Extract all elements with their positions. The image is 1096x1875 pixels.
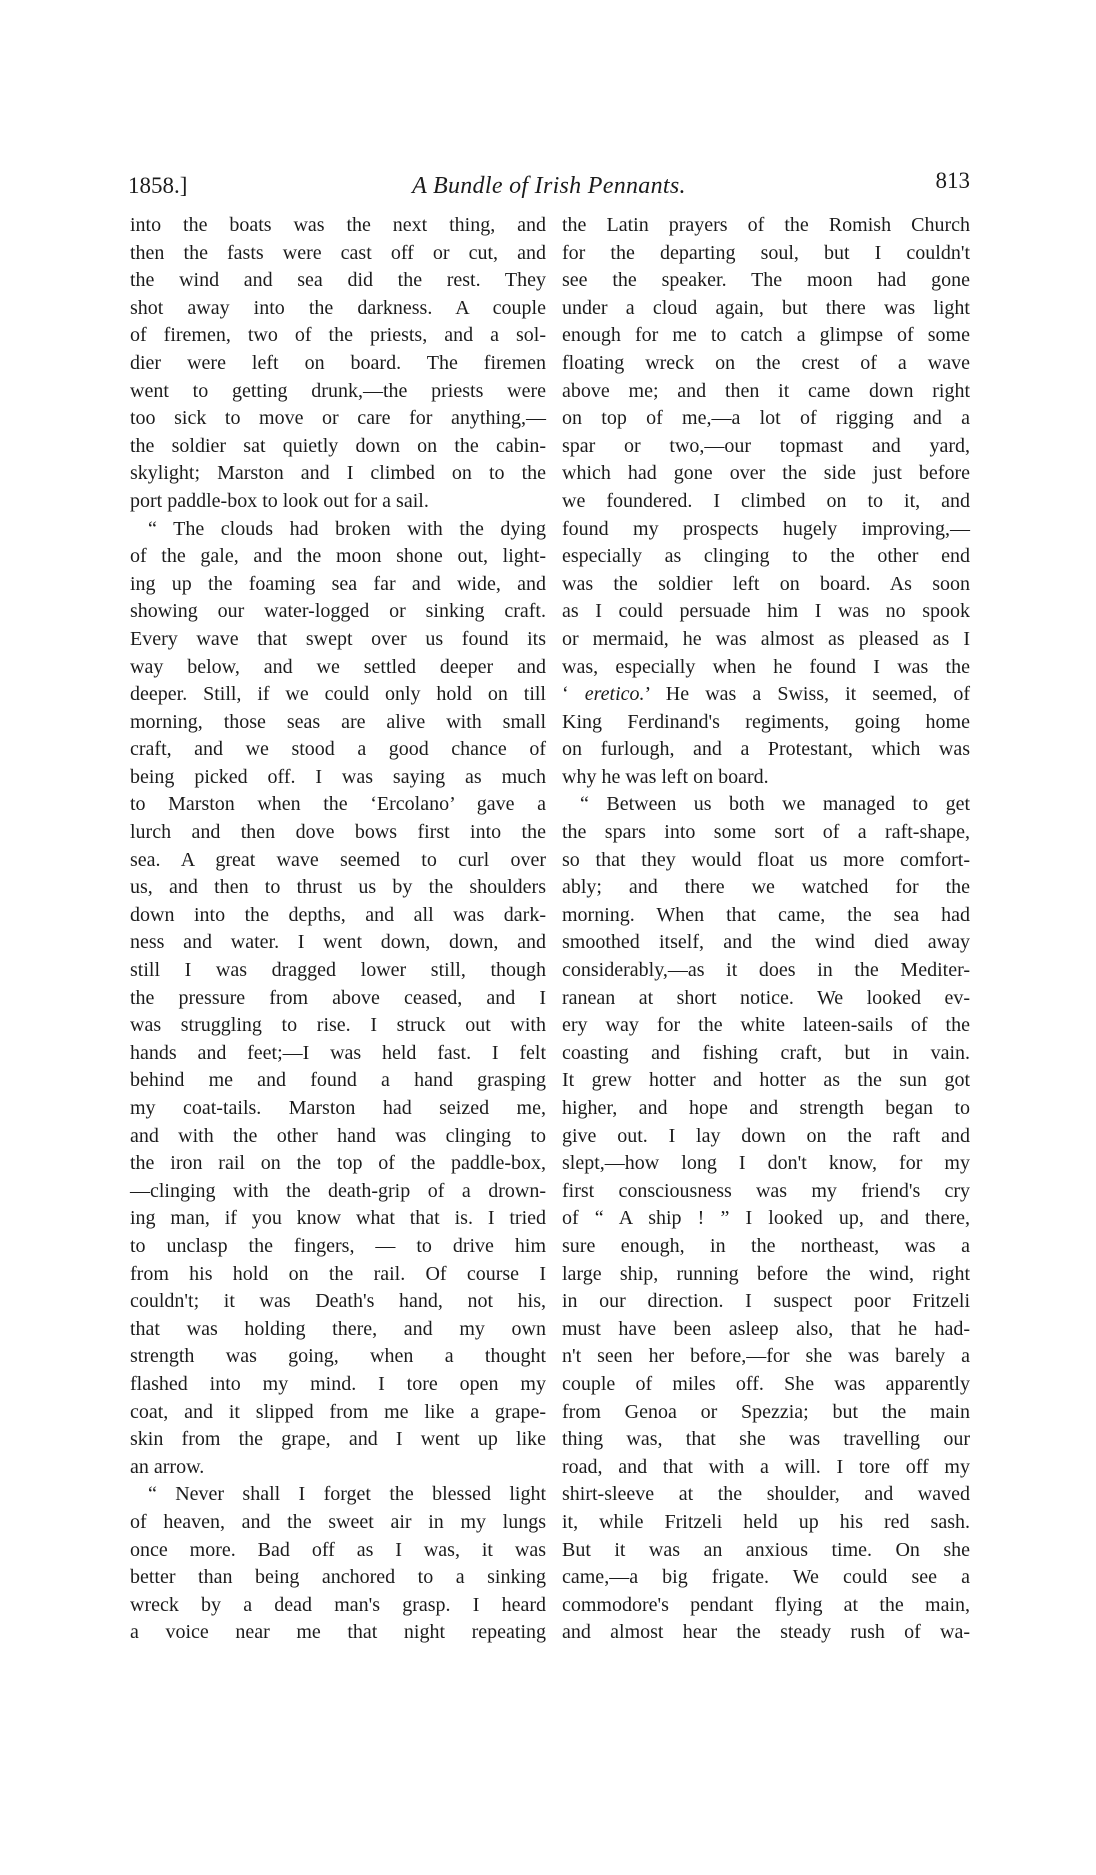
text-line: Every wave that swept over us found its	[130, 627, 546, 650]
text-line: ing up the foaming sea far and wide, and	[130, 572, 546, 595]
text-line: shirt-sleeve at the shoulder, and waved	[562, 1483, 970, 1506]
text-line: us, and then to thrust us by the shoulders	[130, 876, 546, 899]
text-line: went to getting drunk,—the priests were	[130, 379, 546, 402]
text-line: showing our water-logged or sinking craft.	[130, 600, 546, 623]
text-line: of heaven, and the sweet air in my lungs	[130, 1510, 546, 1533]
text-line: ness and water. I went down, down, and	[130, 931, 546, 954]
text-line: ing man, if you know what that is. I tried	[130, 1207, 546, 1230]
text-line: or mermaid, he was almost as pleased as I	[562, 627, 970, 650]
text-line: of “ A ship ! ” I looked up, and there,	[562, 1207, 970, 1230]
text-line: give out. I lay down on the raft and	[562, 1124, 970, 1147]
text-line: to unclasp the fingers, — to drive him	[130, 1234, 546, 1257]
text-line: was the soldier left on board. As soon	[562, 572, 970, 595]
text-line: wreck by a dead man's grasp. I heard	[130, 1593, 546, 1616]
text-line: n't seen her before,—for she was barely a	[562, 1345, 970, 1368]
text-line: as I could persuade him I was no spook	[562, 600, 970, 623]
text-line: once more. Bad off as I was, it was	[130, 1538, 546, 1561]
text-line: skin from the grape, and I went up like	[130, 1428, 546, 1451]
text-line: must have been asleep also, that he had-	[562, 1317, 970, 1340]
text-line: from his hold on the rail. Of course I	[130, 1262, 546, 1285]
text-line: higher, and hope and strength began to	[562, 1097, 970, 1119]
text-line: dier were left on board. The firemen	[130, 351, 546, 374]
text-line: down into the depths, and all was dark-	[130, 903, 546, 926]
text-line: port paddle-box to look out for a sail.	[130, 489, 429, 512]
text-line: spar or two,—our topmast and yard,	[562, 434, 970, 457]
text-line: from Genoa or Spezzia; but the main	[562, 1400, 970, 1423]
text-line: of firemen, two of the priests, and a sol-	[130, 324, 546, 347]
text-line: slept,—how long I don't know, for my	[562, 1152, 970, 1175]
text-line: the spars into some sort of a raft-shape,	[562, 821, 970, 844]
text-line: skylight; Marston and I climbed on to the	[130, 462, 546, 485]
text-line: on furlough, and a Protestant, which was	[562, 738, 970, 761]
text-line: thing was, that she was travelling our	[562, 1428, 970, 1451]
text-line: we foundered. I climbed on to it, and	[562, 489, 970, 512]
text-line: better than being anchored to a sinking	[130, 1566, 546, 1589]
text-line: “ Between us both we managed to get	[580, 793, 970, 816]
text-line: it, while Fritzeli held up his red sash.	[562, 1510, 970, 1533]
text-line: It grew hotter and hotter as the sun got	[562, 1069, 970, 1092]
text-line: coasting and fishing craft, but in vain.	[562, 1041, 970, 1064]
text-line: so that they would float us more comfort-	[562, 848, 970, 871]
text-line: ably; and there we watched for the	[562, 876, 970, 899]
text-line: “ The clouds had broken with the dying	[148, 517, 546, 540]
text-line: enough for me to catch a glimpse of some	[562, 324, 970, 347]
text-line: deeper. Still, if we could only hold on till	[130, 683, 546, 706]
text-line: considerably,—as it does in the Mediter-	[562, 959, 970, 982]
running-header	[128, 163, 970, 203]
text-line: the iron rail on the top of the paddle-box,	[130, 1152, 546, 1175]
text-line: of the gale, and the moon shone out, light-	[130, 545, 546, 568]
text-line: ery way for the white lateen-sails of the	[562, 1014, 970, 1037]
page-number: 813	[935, 168, 970, 193]
text-line: large ship, running before the wind, right	[562, 1262, 970, 1285]
text-line: that was holding there, and my own	[130, 1317, 546, 1340]
text-line: morning. When that came, the sea had	[562, 903, 970, 926]
text-line: a voice near me that night repeating	[130, 1621, 546, 1644]
text-line: But it was an anxious time. On she	[562, 1538, 970, 1561]
text-line: lurch and then dove bows first into the	[130, 821, 546, 844]
text-line: above me; and then it came down right	[562, 379, 970, 402]
text-line: the pressure from above ceased, and I	[130, 986, 546, 1009]
text-line: the wind and sea did the rest. They	[130, 269, 546, 292]
text-line: an arrow.	[130, 1455, 205, 1478]
text-line: was struggling to rise. I struck out with	[130, 1014, 546, 1037]
italic-word: eretico.	[584, 683, 645, 706]
text-line: under a cloud again, but there was light	[562, 296, 970, 319]
text-line: which had gone over the side just before	[562, 462, 970, 485]
text-line: then the fasts were cast off or cut, and	[130, 241, 546, 264]
text-line: road, and that with a will. I tore off my	[562, 1455, 970, 1478]
text-line: ‘ eretico.’ He was a Swiss, it seemed, of	[562, 683, 970, 706]
text-line: see the speaker. The moon had gone	[562, 269, 970, 292]
text-line: for the departing soul, but I couldn't	[562, 241, 970, 264]
text-line: found my prospects hugely improving,—	[562, 517, 970, 540]
text-line: too sick to move or care for anything,—	[130, 407, 546, 430]
text-line: came,—a big frigate. We could see a	[562, 1566, 970, 1589]
text-line: commodore's pendant flying at the main,	[562, 1593, 970, 1616]
text-line: the soldier sat quietly down on the cabin-	[130, 434, 546, 457]
text-line: couple of miles off. She was apparently	[562, 1372, 970, 1395]
text-line: floating wreck on the crest of a wave	[562, 351, 970, 374]
text-line: in our direction. I suspect poor Fritzeli	[562, 1290, 970, 1313]
text-line: morning, those seas are alive with small	[130, 710, 546, 733]
text-line: smoothed itself, and the wind died away	[562, 931, 970, 954]
text-line: shot away into the darkness. A couple	[130, 296, 546, 319]
text-line: and almost hear the steady rush of wa-	[562, 1621, 970, 1644]
text-line: sea. A great wave seemed to curl over	[130, 848, 546, 871]
text-line: to Marston when the ‘Ercolano’ gave a	[130, 793, 546, 816]
text-line: couldn't; it was Death's hand, not his,	[130, 1290, 546, 1313]
text-line: my coat-tails. Marston had seized me,	[130, 1097, 546, 1119]
text-line: and with the other hand was clinging to	[130, 1124, 546, 1147]
text-line: was, especially when he found I was the	[562, 655, 970, 678]
text-line: still I was dragged lower still, though	[130, 959, 546, 982]
text-line: especially as clinging to the other end	[562, 545, 970, 568]
text-line: flashed into my mind. I tore open my	[130, 1372, 546, 1395]
text-line: way below, and we settled deeper and	[130, 655, 546, 678]
text-line: on top of me,—a lot of rigging and a	[562, 407, 970, 430]
text-column-right	[562, 212, 970, 1647]
text-line: being picked off. I was saying as much	[130, 765, 546, 788]
text-line: into the boats was the next thing, and	[130, 214, 546, 236]
text-line: —clinging with the death-grip of a drown-	[130, 1179, 546, 1202]
text-line: sure enough, in the northeast, was a	[562, 1234, 970, 1257]
text-line: coat, and it slipped from me like a grape-	[130, 1400, 546, 1423]
text-line: ranean at short notice. We looked ev-	[562, 986, 970, 1009]
text-line: behind me and found a hand grasping	[130, 1069, 546, 1092]
text-line: why he was left on board.	[562, 765, 769, 788]
text-line: craft, and we stood a good chance of	[130, 738, 546, 761]
text-line: King Ferdinand's regiments, going home	[562, 710, 970, 733]
text-line: the Latin prayers of the Romish Church	[562, 214, 970, 236]
text-line: hands and feet;—I was held fast. I felt	[130, 1041, 546, 1064]
text-line: strength was going, when a thought	[130, 1345, 546, 1368]
header-year: 1858.]	[128, 173, 188, 198]
text-line: “ Never shall I forget the blessed light	[148, 1483, 546, 1506]
text-line: first consciousness was my friend's cry	[562, 1179, 970, 1202]
header-title: A Bundle of Irish Pennants.	[412, 173, 686, 199]
text-column-left	[130, 212, 546, 1647]
